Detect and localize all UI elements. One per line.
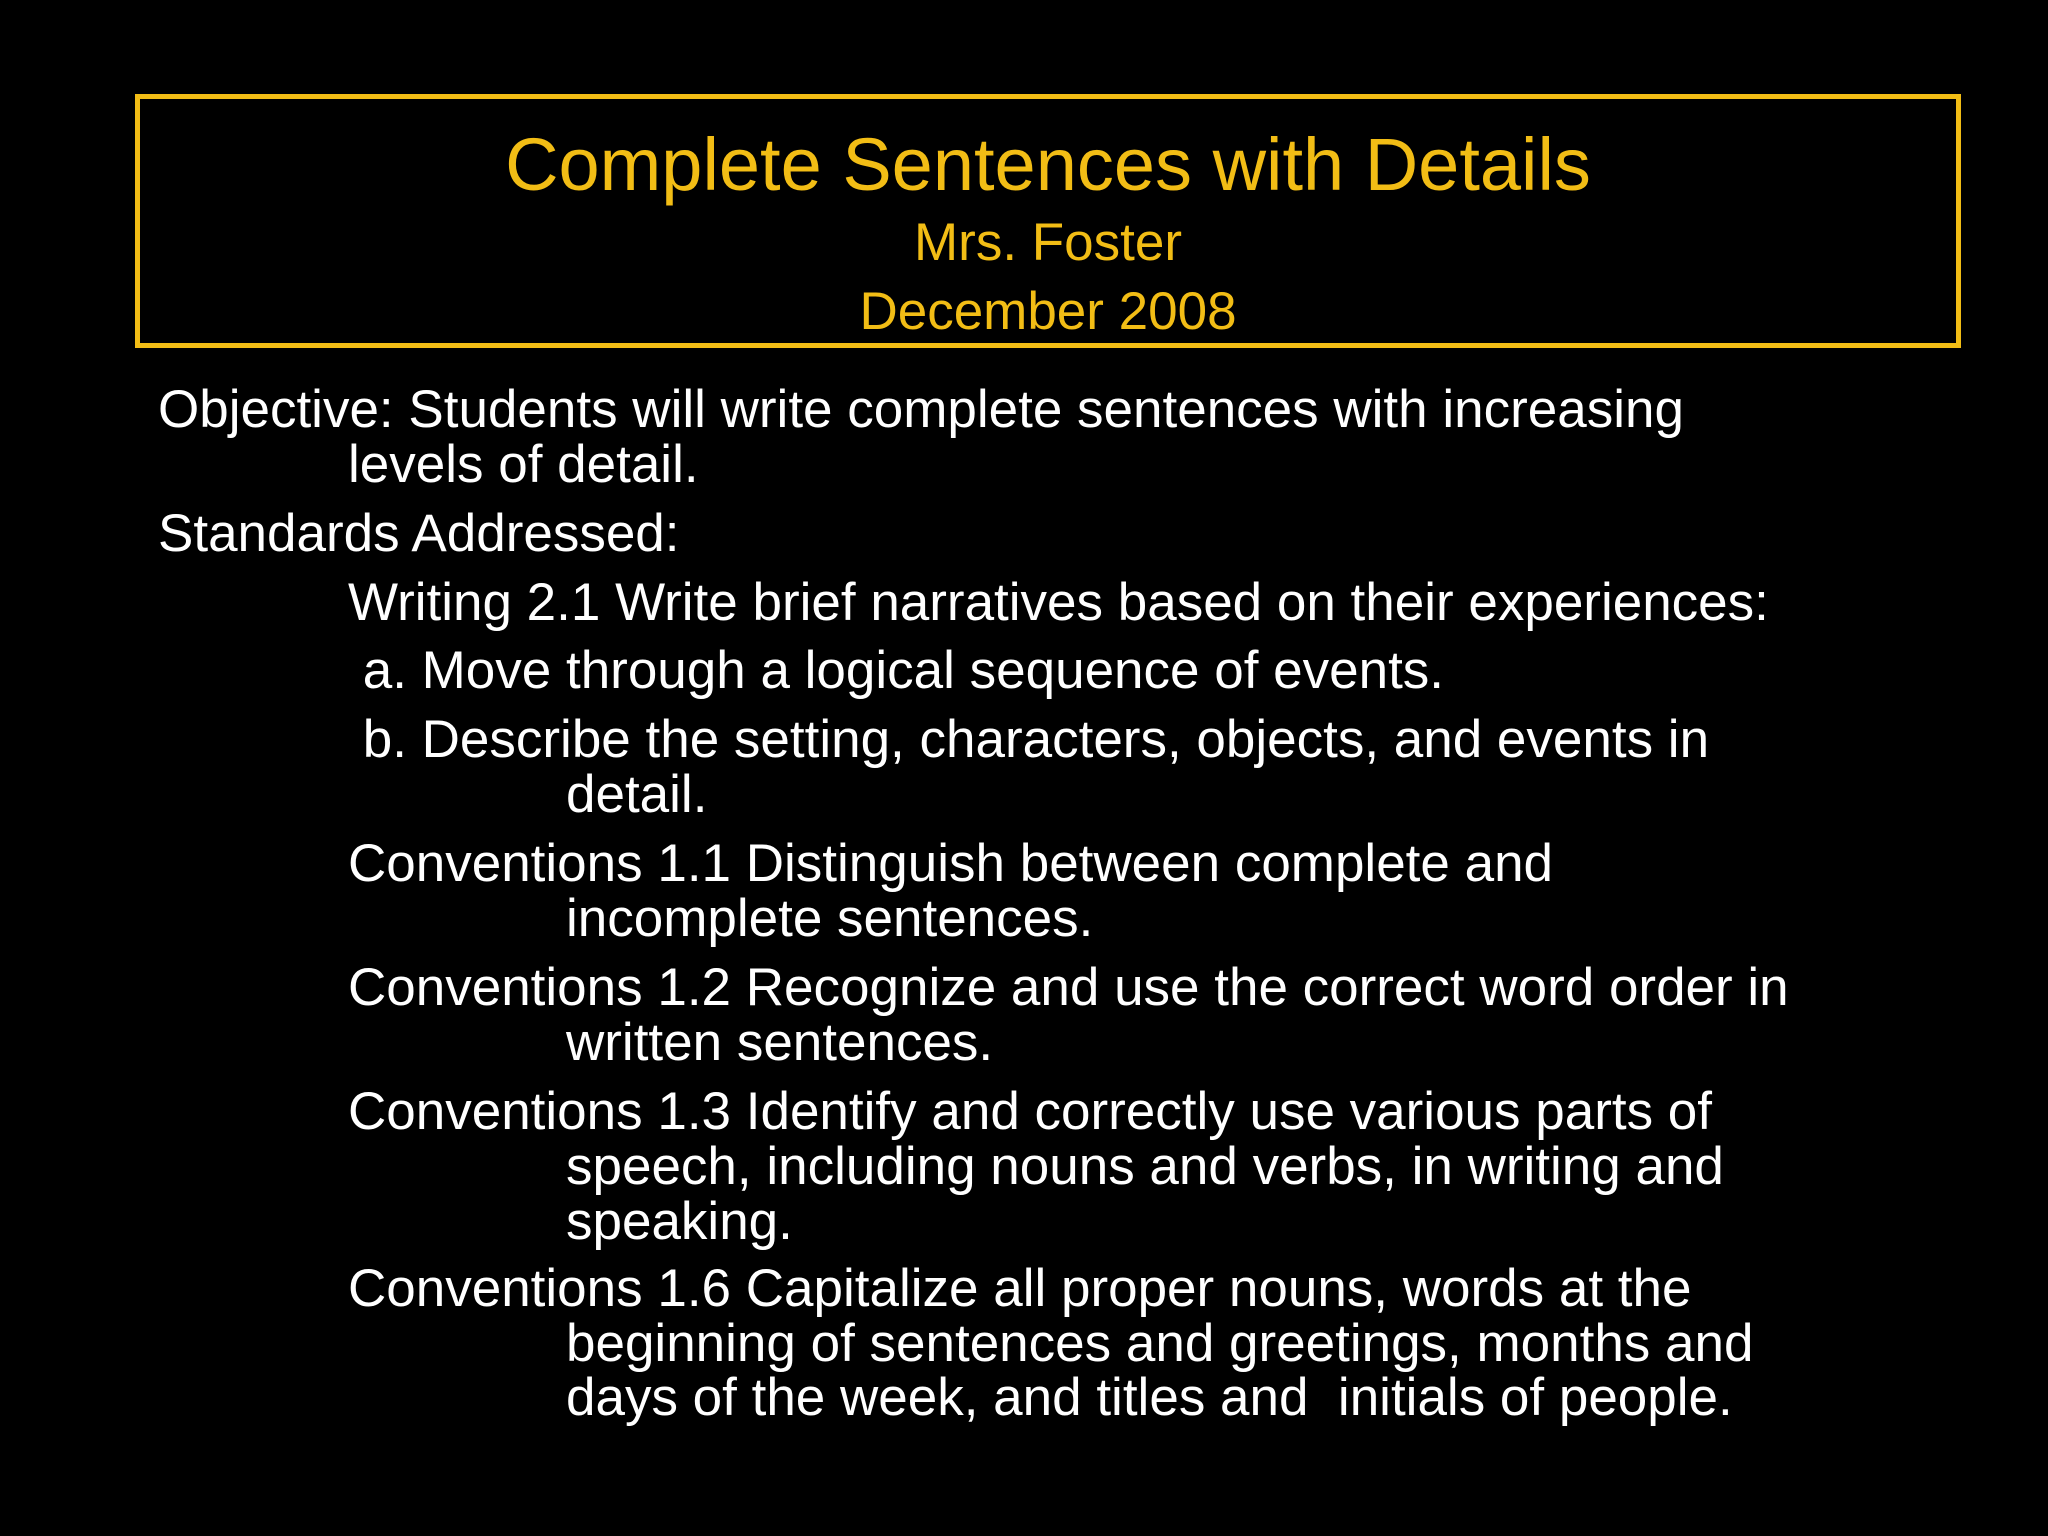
conventions-1-1-line-2: incomplete sentences. bbox=[566, 889, 1094, 948]
writing-2-1-a: a. Move through a logical sequence of events. bbox=[348, 641, 1445, 700]
conventions-1-6-line-3: days of the week, and titles and initials of people. bbox=[566, 1368, 1733, 1427]
conventions-1-1-line-1: Conventions 1.1 Distinguish between complete and bbox=[348, 834, 1554, 893]
conventions-1-2-line-1: Conventions 1.2 Recognize and use the correct word order in bbox=[348, 958, 1789, 1017]
writing-2-1-b-line-1: b. Describe the setting, characters, objects, and events in bbox=[348, 710, 1710, 769]
conventions-1-3-line-2: speech, including nouns and verbs, in writing and bbox=[566, 1137, 1724, 1196]
conventions-1-2-line-2: written sentences. bbox=[566, 1013, 994, 1072]
slide-date: December 2008 bbox=[859, 282, 1237, 341]
conventions-1-3-line-1: Conventions 1.3 Identify and correctly use various parts of bbox=[348, 1082, 1712, 1141]
author-name: Mrs. Foster bbox=[914, 213, 1182, 272]
slide-title: Complete Sentences with Details bbox=[505, 123, 1591, 206]
standards-heading: Standards Addressed: bbox=[158, 504, 680, 563]
conventions-1-6-line-2: beginning of sentences and greetings, months and bbox=[566, 1314, 1754, 1373]
conventions-1-3-line-3: speaking. bbox=[566, 1192, 793, 1251]
conventions-1-6-line-1: Conventions 1.6 Capitalize all proper nouns, words at the bbox=[348, 1259, 1692, 1318]
writing-2-1-b-line-2: detail. bbox=[566, 765, 708, 824]
writing-2-1: Writing 2.1 Write brief narratives based on their experiences: bbox=[348, 573, 1769, 632]
objective-line-1: Objective: Students will write complete sentences with increasing bbox=[158, 380, 1684, 439]
objective-line-2: levels of detail. bbox=[348, 435, 699, 494]
